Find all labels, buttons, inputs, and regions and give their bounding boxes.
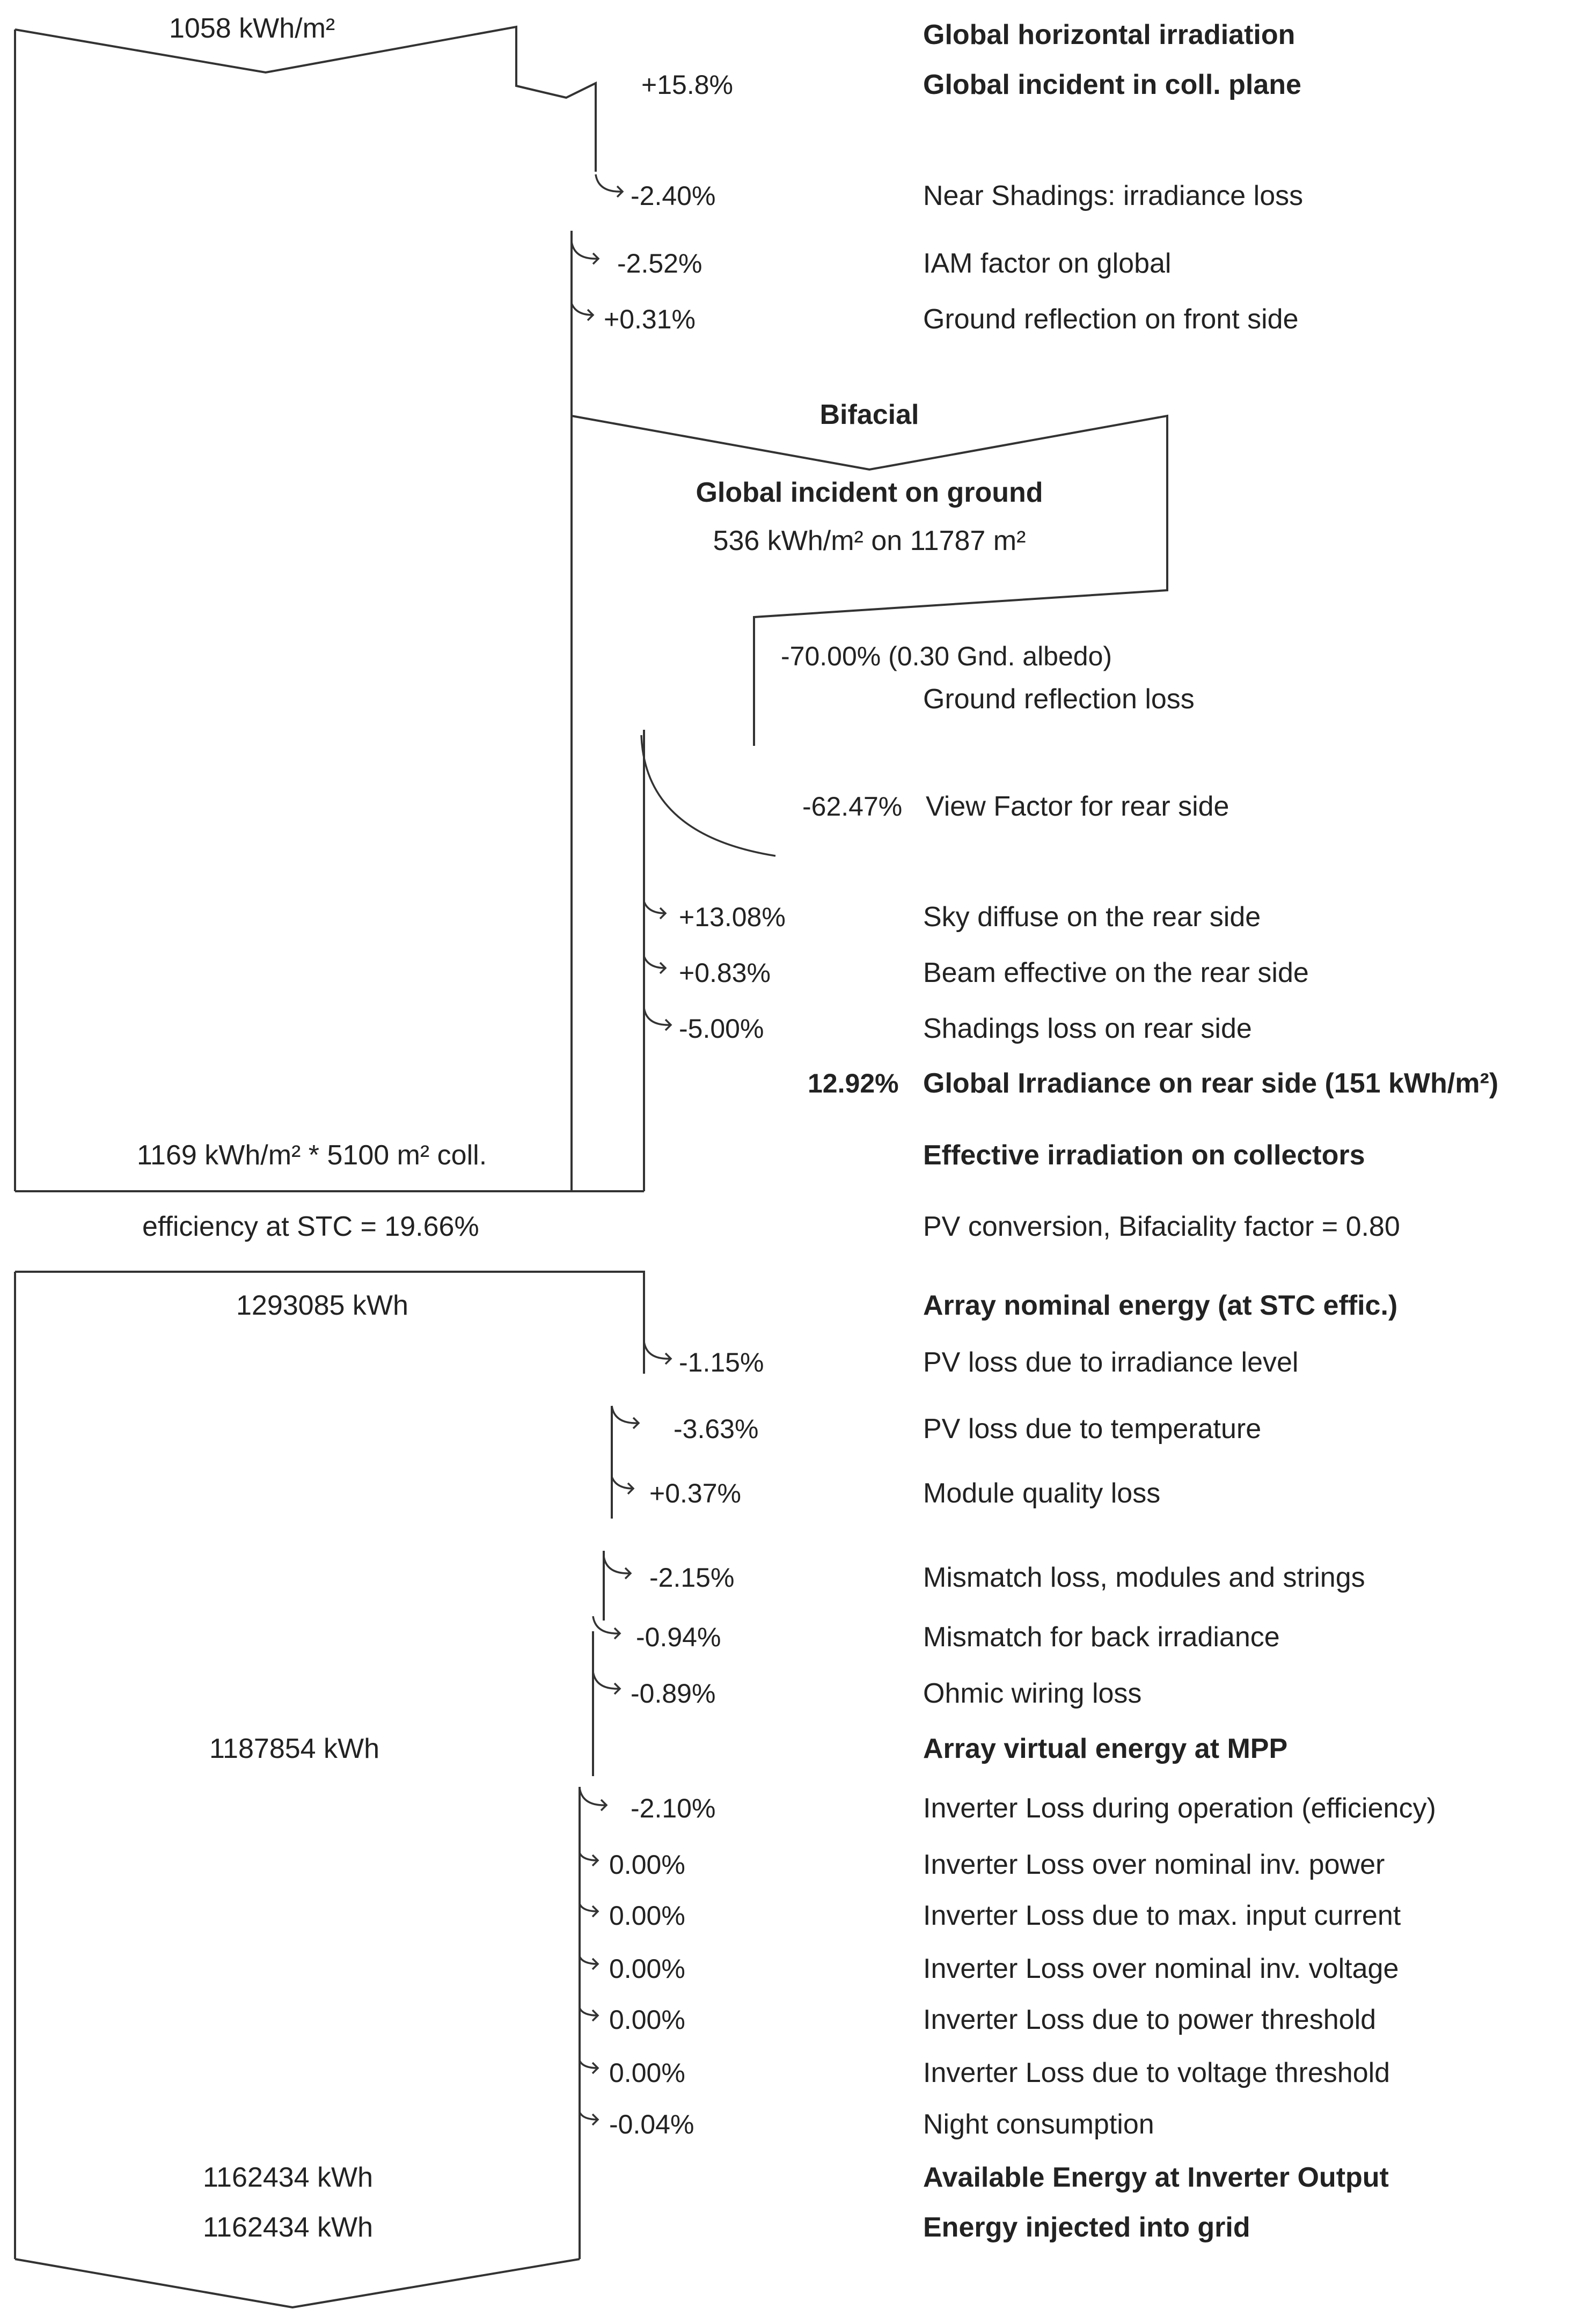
albedo-label: Ground reflection loss [923,684,1195,715]
nominal-energy-value: 1293085 kWh [236,1290,408,1321]
inverter-pct-0: -2.10% [631,1793,716,1823]
gain-arrow-icon [572,303,593,320]
loss-arrow-icon [580,2112,598,2125]
effective-irradiation-label: Effective irradiation on collectors [923,1140,1365,1171]
view-factor-label: View Factor for rear side [926,791,1229,822]
loss-arrow-icon [593,1671,620,1694]
inverter-pct-4: 0.00% [609,2005,685,2035]
pv-conversion-label: PV conversion, Bifaciality factor = 0.80 [923,1211,1400,1242]
inverter-output-value: 1162434 kWh [203,2162,374,2193]
array-pct-4: -0.94% [636,1622,721,1652]
nominal-energy-label: Array nominal energy (at STC effic.) [923,1290,1398,1321]
inverter-pct-3: 0.00% [609,1954,685,1984]
gain-arrow-icon [612,1477,633,1494]
inverter-label-2: Inverter Loss due to max. input current [923,1900,1401,1931]
step-label-3: IAM factor on global [923,248,1172,279]
loss-arrow-icon [580,2008,598,2021]
array-pct-5: -0.89% [631,1678,716,1709]
loss-arrow-icon [644,1341,671,1364]
albedo-pct: -70.00% (0.30 Gnd. albedo) [781,641,1112,671]
rear-irradiance-label: Global Irradiance on rear side (151 kWh/m²) [923,1068,1499,1099]
gain-arrow-icon [644,956,665,973]
mpp-energy-label: Array virtual energy at MPP [923,1733,1288,1764]
step-label-1: Global incident in coll. plane [923,69,1301,100]
loss-arrow-icon [593,1616,620,1639]
irradiance-band-outline [15,27,596,172]
loss-arrow-icon [580,2061,598,2073]
step-pct-3: -2.52% [617,248,702,278]
ground-incident-label: Global incident on ground [696,477,1043,508]
inverter-pct-5: 0.00% [609,2058,685,2088]
inverter-label-5: Inverter Loss due to voltage threshold [923,2057,1390,2088]
beam-label: Beam effective on the rear side [923,957,1309,988]
array-label-2: Module quality loss [923,1478,1161,1509]
loss-arrow-icon [572,241,598,264]
stc-efficiency-value: efficiency at STC = 19.66% [142,1211,479,1242]
array-band-outline [15,1272,644,1374]
inverter-label-1: Inverter Loss over nominal inv. power [923,1849,1385,1880]
inverter-pct-1: 0.00% [609,1850,685,1880]
array-pct-0: -1.15% [679,1347,764,1377]
bifacial-title: Bifacial [819,399,919,430]
rear-shading-label: Shadings loss on rear side [923,1013,1252,1044]
grid-energy-value: 1162434 kWh [203,2212,374,2243]
array-label-3: Mismatch loss, modules and strings [923,1562,1365,1593]
sky-diffuse-pct: +13.08% [679,902,786,932]
loss-arrows [572,174,671,2125]
inverter-label-4: Inverter Loss due to power threshold [923,2004,1377,2035]
array-label-4: Mismatch for back irradiance [923,1622,1280,1653]
rear-irradiance-pct: 12.92% [808,1068,899,1098]
view-factor-arc [641,735,775,856]
step-pct-2: -2.40% [631,181,716,211]
loss-arrow-icon [580,1904,598,1917]
step-label-0: Global horizontal irradiation [923,19,1295,50]
loss-arrow-icon [580,1956,598,1969]
loss-arrow-icon [644,1008,671,1030]
inverter-pct-2: 0.00% [609,1901,685,1931]
top-irradiation-value: 1058 kWh/m² [169,13,335,44]
loss-arrow-icon [580,1788,606,1810]
step-label-2: Near Shadings: irradiance loss [923,180,1304,211]
inverter-label-0: Inverter Loss during operation (efficiency) [923,1793,1436,1824]
array-label-0: PV loss due to irradiance level [923,1347,1299,1378]
loss-arrow-icon [604,1556,631,1579]
step-pct-1: +15.8% [641,70,733,100]
inverter-pct-6: -0.04% [609,2109,694,2139]
view-factor-pct: -62.47% [802,791,903,822]
array-label-1: PV loss due to temperature [923,1413,1262,1445]
step-label-4: Ground reflection on front side [923,304,1299,335]
output-chevron [15,2259,580,2307]
ground-incident-value: 536 kWh/m² on 11787 m² [713,525,1026,556]
step-pct-4: +0.31% [604,304,696,334]
loss-arrow-icon [612,1406,639,1428]
array-pct-3: -2.15% [649,1563,735,1593]
gain-arrow-icon [644,901,665,919]
loss-arrow-icon [580,1853,598,1866]
beam-pct: +0.83% [679,958,771,988]
array-label-5: Ohmic wiring loss [923,1678,1142,1709]
effective-irradiation-value: 1169 kWh/m² * 5100 m² coll. [137,1140,487,1171]
rear-shading-pct: -5.00% [679,1014,764,1044]
sky-diffuse-label: Sky diffuse on the rear side [923,901,1261,933]
mpp-energy-value: 1187854 kWh [209,1733,380,1764]
inverter-output-label: Available Energy at Inverter Output [923,2162,1389,2193]
array-pct-2: +0.37% [649,1478,741,1508]
array-pct-1: -3.63% [674,1414,759,1444]
inverter-label-6: Night consumption [923,2109,1154,2140]
inverter-label-3: Inverter Loss over nominal inv. voltage [923,1953,1399,1984]
loss-arrow-icon [596,174,623,197]
grid-energy-label: Energy injected into grid [923,2212,1250,2243]
